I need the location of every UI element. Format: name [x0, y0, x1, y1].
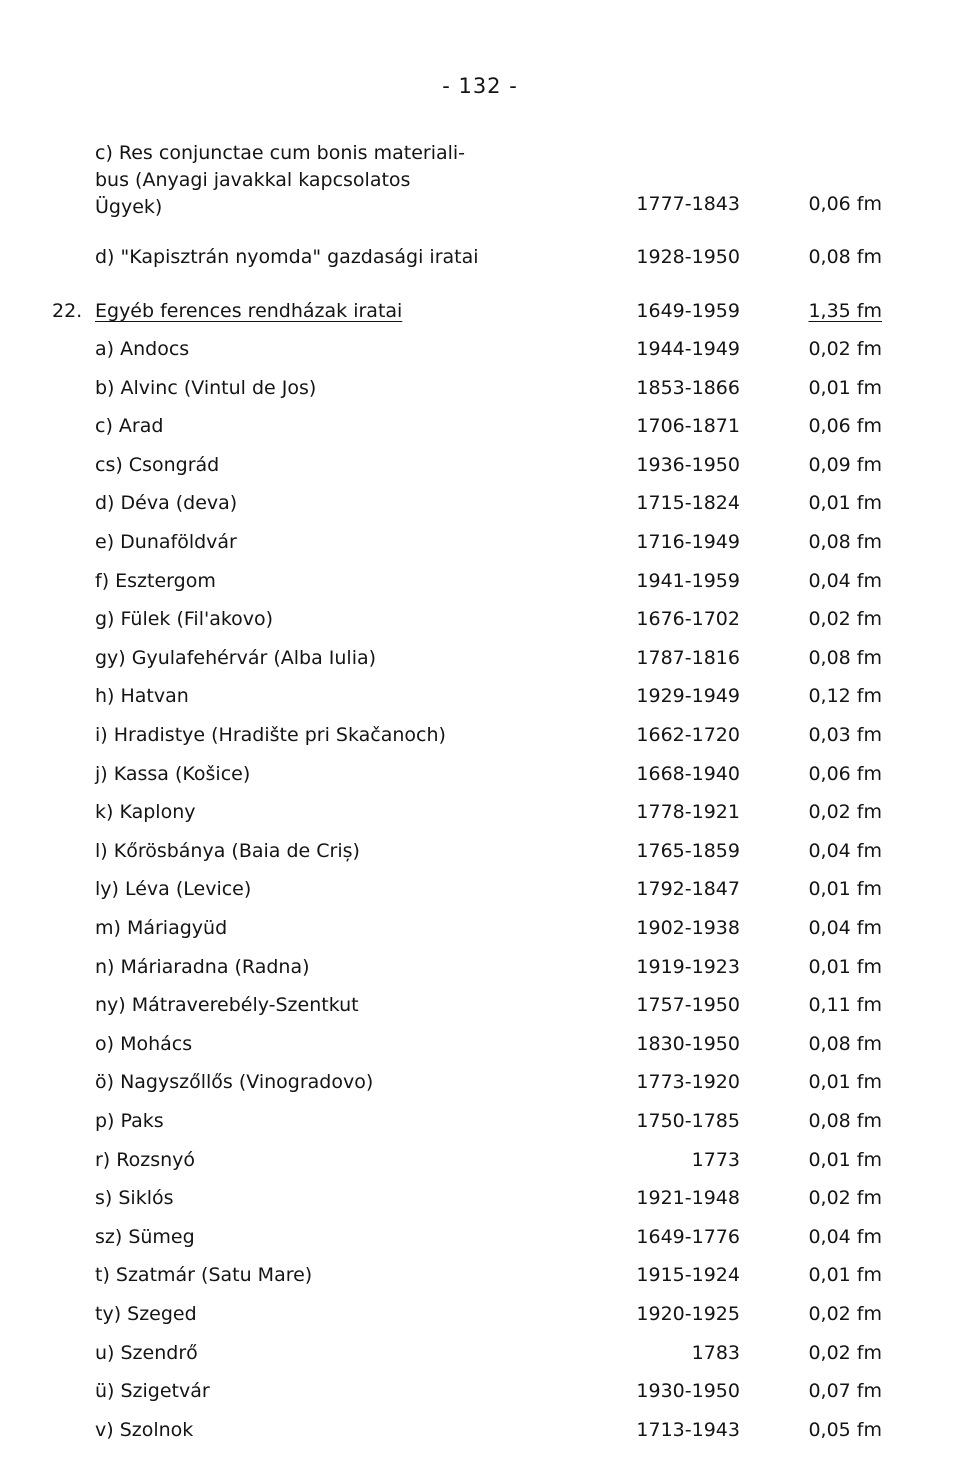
- entry-years: 1777-1843: [636, 193, 740, 215]
- entry-size: 0,02 fm: [808, 338, 882, 360]
- entry-label: sz) Sümeg: [95, 1226, 195, 1248]
- list-item: [0, 334, 960, 364]
- list-item: [0, 1106, 960, 1136]
- entry-size: 0,01 fm: [808, 1149, 882, 1171]
- entry-years: 1750-1785: [636, 1110, 740, 1132]
- section-size: 1,35 fm: [808, 300, 882, 322]
- intro-entry-d: [0, 242, 960, 272]
- entry-label: e) Dunaföldvár: [95, 531, 237, 553]
- entry-years: 1915-1924: [636, 1264, 740, 1286]
- entry-years: 1853-1866: [636, 377, 740, 399]
- section-title: Egyéb ferences rendházak iratai: [95, 300, 403, 322]
- list-item: [0, 681, 960, 711]
- entry-years: 1778-1921: [636, 801, 740, 823]
- entry-label: ö) Nagyszőllős (Vinogradovo): [95, 1071, 374, 1093]
- list-item: [0, 450, 960, 480]
- entry-size: 0,05 fm: [808, 1419, 882, 1441]
- list-item: [0, 1299, 960, 1329]
- list-item: [0, 874, 960, 904]
- entry-size: 0,09 fm: [808, 454, 882, 476]
- list-item: [0, 1222, 960, 1252]
- list-item: [0, 566, 960, 596]
- entry-label: b) Alvinc (Vintul de Jos): [95, 377, 317, 399]
- entry-size: 0,02 fm: [808, 608, 882, 630]
- list-item: [0, 836, 960, 866]
- entry-size: 0,04 fm: [808, 570, 882, 592]
- entry-years: 1930-1950: [636, 1380, 740, 1402]
- entry-years: 1662-1720: [636, 724, 740, 746]
- entry-label: d) Déva (deva): [95, 492, 238, 514]
- entry-size: 0,06 fm: [808, 415, 882, 437]
- entry-size: 0,04 fm: [808, 840, 882, 862]
- entry-size: 0,02 fm: [808, 801, 882, 823]
- entry-label: c) Arad: [95, 415, 164, 437]
- entry-label: r) Rozsnyó: [95, 1149, 196, 1171]
- entry-size: 0,04 fm: [808, 1226, 882, 1248]
- entry-label: k) Kaplony: [95, 801, 196, 823]
- entry-years: 1941-1959: [636, 570, 740, 592]
- entry-years: 1668-1940: [636, 763, 740, 785]
- entry-size: 0,02 fm: [808, 1303, 882, 1325]
- entry-size: 0,01 fm: [808, 1071, 882, 1093]
- entry-label: ny) Mátraverebély-Szentkut: [95, 994, 359, 1016]
- entry-size: 0,04 fm: [808, 917, 882, 939]
- entry-label: m) Máriagyüd: [95, 917, 228, 939]
- entry-size: 0,08 fm: [808, 1110, 882, 1132]
- list-item: [0, 1415, 960, 1445]
- entry-years: 1929-1949: [636, 685, 740, 707]
- entry-years: 1928-1950: [636, 246, 740, 268]
- list-item: [0, 952, 960, 982]
- entry-size: 0,01 fm: [808, 878, 882, 900]
- entry-years: 1919-1923: [636, 956, 740, 978]
- entry-size: 0,01 fm: [808, 956, 882, 978]
- entry-size: 0,06 fm: [808, 193, 882, 215]
- entry-label: h) Hatvan: [95, 685, 189, 707]
- list-item: [0, 373, 960, 403]
- section-years: 1649-1959: [636, 300, 740, 322]
- list-item: [0, 1183, 960, 1213]
- entry-size: 0,01 fm: [808, 1264, 882, 1286]
- entry-label: i) Hradistye (Hradište pri Skačanoch): [95, 724, 446, 746]
- entry-label: t) Szatmár (Satu Mare): [95, 1264, 313, 1286]
- entry-label: d) "Kapisztrán nyomda" gazdasági iratai: [95, 246, 479, 268]
- list-item: [0, 488, 960, 518]
- list-item: [0, 1376, 960, 1406]
- entry-years: 1787-1816: [636, 647, 740, 669]
- list-item: [0, 990, 960, 1020]
- entry-label: ly) Léva (Levice): [95, 878, 252, 900]
- entry-label: c) Res conjunctae cum bonis materiali- bus (Anyagi javakkal kapcsolatos Ügyek): [95, 142, 466, 218]
- entry-size: 0,06 fm: [808, 763, 882, 785]
- list-item: [0, 1338, 960, 1368]
- section-number: 22.: [52, 300, 83, 322]
- entry-years: 1765-1859: [636, 840, 740, 862]
- entry-label: o) Mohács: [95, 1033, 193, 1055]
- entry-label: v) Szolnok: [95, 1419, 194, 1441]
- entry-label: f) Esztergom: [95, 570, 216, 592]
- list-item: [0, 797, 960, 827]
- list-item: [0, 913, 960, 943]
- entry-label: s) Siklós: [95, 1187, 174, 1209]
- list-item: [0, 1260, 960, 1290]
- entry-years: 1713-1943: [636, 1419, 740, 1441]
- entry-size: 0,01 fm: [808, 377, 882, 399]
- entry-years: 1706-1871: [636, 415, 740, 437]
- entry-label: g) Fülek (Fil'akovo): [95, 608, 274, 630]
- entry-size: 0,11 fm: [808, 994, 882, 1016]
- page-number: - 132 -: [442, 74, 518, 98]
- entry-size: 0,08 fm: [808, 246, 882, 268]
- entry-size: 0,08 fm: [808, 1033, 882, 1055]
- entry-size: 0,02 fm: [808, 1342, 882, 1364]
- entry-size: 0,03 fm: [808, 724, 882, 746]
- entry-label: a) Andocs: [95, 338, 190, 360]
- section-heading: [0, 296, 960, 326]
- entry-label: ty) Szeged: [95, 1303, 197, 1325]
- list-item: [0, 1145, 960, 1175]
- entry-size: 0,07 fm: [808, 1380, 882, 1402]
- entry-size: 0,01 fm: [808, 492, 882, 514]
- entry-size: 0,08 fm: [808, 647, 882, 669]
- entry-label: n) Máriaradna (Radna): [95, 956, 310, 978]
- list-item: [0, 1029, 960, 1059]
- list-item: [0, 411, 960, 441]
- entry-years: 1920-1925: [636, 1303, 740, 1325]
- list-item: [0, 759, 960, 789]
- entry-years: 1715-1824: [636, 492, 740, 514]
- list-item: [0, 604, 960, 634]
- entry-years: 1716-1949: [636, 531, 740, 553]
- entry-years: 1921-1948: [636, 1187, 740, 1209]
- entry-label: cs) Csongrád: [95, 454, 220, 476]
- entry-years: 1792-1847: [636, 878, 740, 900]
- entry-size: 0,08 fm: [808, 531, 882, 553]
- entry-years: 1902-1938: [636, 917, 740, 939]
- entry-label: l) Kőrösbánya (Baia de Criș): [95, 840, 360, 862]
- entry-years: 1830-1950: [636, 1033, 740, 1055]
- entry-years: 1676-1702: [636, 608, 740, 630]
- entry-label: j) Kassa (Košice): [95, 763, 251, 785]
- list-item: [0, 1067, 960, 1097]
- entry-label: gy) Gyulafehérvár (Alba Iulia): [95, 647, 377, 669]
- entry-label: u) Szendrő: [95, 1342, 198, 1364]
- entry-years: 1773-1920: [636, 1071, 740, 1093]
- entry-years: 1773: [691, 1149, 740, 1171]
- entry-years: 1783: [691, 1342, 740, 1364]
- entry-label: ü) Szigetvár: [95, 1380, 210, 1402]
- entry-years: 1757-1950: [636, 994, 740, 1016]
- list-item: [0, 720, 960, 750]
- entry-years: 1936-1950: [636, 454, 740, 476]
- list-item: [0, 527, 960, 557]
- entry-years: 1944-1949: [636, 338, 740, 360]
- entry-size: 0,02 fm: [808, 1187, 882, 1209]
- list-item: [0, 643, 960, 673]
- entry-size: 0,12 fm: [808, 685, 882, 707]
- entry-years: 1649-1776: [636, 1226, 740, 1248]
- entry-label: p) Paks: [95, 1110, 164, 1132]
